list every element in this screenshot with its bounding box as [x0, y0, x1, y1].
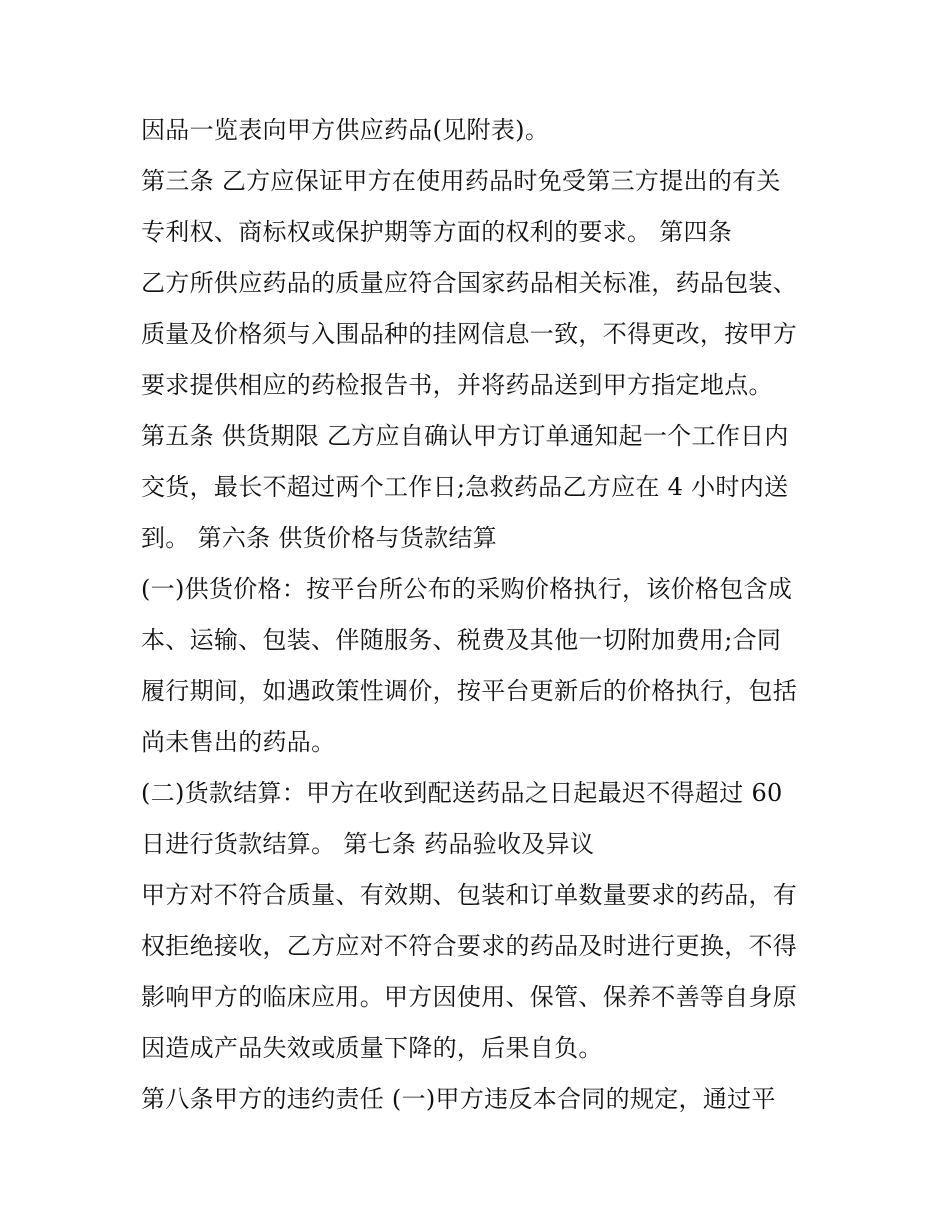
text-line: 尚未售出的药品。 — [141, 728, 336, 756]
text-line: 日进行货款结算。 第七条 药品验收及异议 — [141, 830, 595, 858]
text-line: 第三条 乙方应保证甲方在使用药品时免受第三方提出的有关 — [141, 167, 781, 195]
text-line: 专利权、商标权或保护期等方面的权利的要求。 第四条 — [141, 218, 733, 246]
text-line: 影响甲方的临床应用。甲方因使用、保管、保养不善等自身原 — [141, 983, 798, 1011]
text-line: 要求提供相应的药检报告书，并将药品送到甲方指定地点。 — [141, 371, 773, 399]
text-line: 交货，最长不超过两个工作日;急救药品乙方应在 4 小时内送 — [141, 473, 789, 501]
text-line: 履行期间，如遇政策性调价，按平台更新后的价格执行，包括 — [141, 677, 798, 705]
text-line: 权拒绝接收，乙方应对不符合要求的药品及时进行更换，不得 — [141, 932, 798, 960]
text-line: 到。 第六条 供货价格与货款结算 — [141, 524, 498, 552]
text-line: 因造成产品失效或质量下降的，后果自负。 — [141, 1034, 603, 1062]
text-line: (一)供货价格：按平台所公布的采购价格执行，该价格包含成 — [141, 575, 793, 603]
text-line: 甲方对不符合质量、有效期、包装和订单数量要求的药品，有 — [141, 881, 798, 909]
text-line: 乙方所供应药品的质量应符合国家药品相关标准，药品包装、 — [141, 269, 798, 297]
text-line: (二)货款结算：甲方在收到配送药品之日起最迟不得超过 60 — [141, 779, 783, 807]
text-line: 因品一览表向甲方供应药品(见附表)。 — [141, 116, 550, 144]
text-line: 第八条甲方的违约责任 (一)甲方违反本合同的规定，通过平 — [141, 1085, 776, 1113]
text-line: 本、运输、包装、伴随服务、税费及其他一切附加费用;合同 — [141, 626, 782, 654]
text-line: 质量及价格须与入围品种的挂网信息一致，不得更改，按甲方 — [141, 320, 798, 348]
contract-text — [141, 108, 821, 1128]
text-line: 第五条 供货期限 乙方应自确认甲方订单通知起一个工作日内 — [141, 422, 789, 450]
